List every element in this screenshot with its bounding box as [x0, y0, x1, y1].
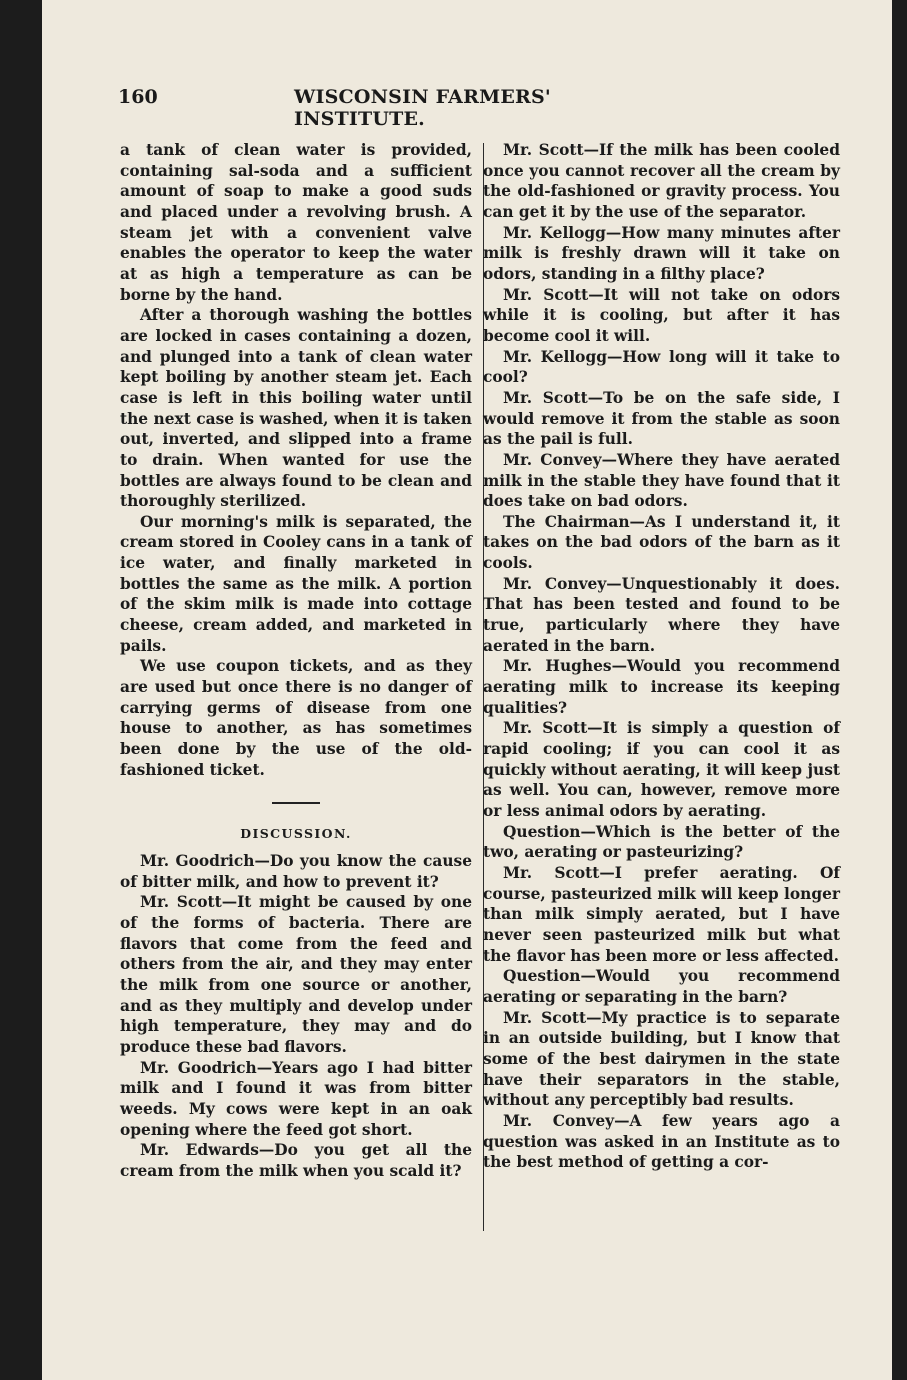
- paragraph: Mr. Scott—It will not take on odors while it is cooling, but after it has become cool it will.: [483, 285, 840, 345]
- paragraph: Mr. Hughes—Would you recommend aerating milk to increase its keeping qualities?: [483, 657, 840, 717]
- paragraph: Question—Would you recommend aerating or separating in the barn?: [483, 967, 840, 1006]
- paragraph: Our morning's milk is separated, the cream stored in Cooley cans in a tank of ice water, and finally marketed in bottles the same as the milk. A portion of the skim milk is made into cottage cheese, cream added, and marketed in pails.: [120, 512, 472, 655]
- paragraph: Mr. Kellogg—How many minutes after milk is freshly drawn will it take on odors, standing in a filthy place?: [483, 223, 840, 283]
- paragraph: The Chairman—As I understand it, it takes on the bad odors of the barn as it cools.: [483, 512, 840, 573]
- paragraph: Mr. Edwards—Do you get all the cream from the milk when you scald it?: [120, 1141, 472, 1180]
- paragraph: Mr. Convey—Where they have aerated milk in the stable they have found that it does take on bad odors.: [483, 450, 840, 511]
- page-header: [118, 86, 678, 130]
- paragraph: a tank of clean water is provided, containing sal-soda and a sufficient amount of soap to make a good suds and placed under a revolving brush. A steam jet with a convenient valve enables the operator to keep the water at as high a temperature as can be borne by the hand.: [120, 141, 472, 304]
- discussion-heading: DISCUSSION.: [240, 826, 352, 842]
- right-column: [483, 140, 840, 1173]
- paragraph: Mr. Scott—It might be caused by one of the forms of bacteria. There are flavors that come from the feed and others from the air, and they may enter the milk from one source or another, and as they multiply and develop under high temperature, they may and do produce these bad flavors.: [120, 893, 472, 1056]
- paragraph: Mr. Kellogg—How long will it take to cool?: [483, 347, 840, 387]
- left-column: [120, 140, 472, 1182]
- paragraph: Mr. Goodrich—Years ago I had bitter milk and I found it was from bitter weeds. My cows were kept in an oak opening where the feed got short.: [120, 1058, 472, 1139]
- page-number: 160: [118, 86, 158, 108]
- running-title: WISCONSIN FARMERS' INSTITUTE.: [294, 86, 551, 130]
- paragraph: We use coupon tickets, and as they are used but once there is no danger of carrying germs of disease from one house to another, as has sometimes been done by the use of the old-fashioned ticket.: [120, 657, 472, 779]
- paragraph: Mr. Convey—Unquestionably it does. That has been tested and found to be true, particularly where they have aerated in the barn.: [483, 574, 840, 655]
- paragraph: After a thorough washing the bottles are locked in cases containing a dozen, and plunged into a tank of clean water kept boiling by another steam jet. Each case is left in this boiling water until the next case is washed, when it is taken out, inverted, and slipped into a frame to drain. When wanted for use the bottles are always found to be clean and thoroughly sterilized.: [120, 306, 472, 511]
- section-divider: [272, 802, 320, 804]
- paragraph: Mr. Goodrich—Do you know the cause of bitter milk, and how to prevent it?: [120, 852, 472, 891]
- paragraph: Mr. Convey—A few years ago a question was asked in an Institute as to the best method of getting a cor-: [483, 1111, 840, 1172]
- paragraph: Mr. Scott—To be on the safe side, I would remove it from the stable as soon as the pail is full.: [483, 388, 840, 449]
- paragraph: Question—Which is the better of the two, aerating or pasteurizing?: [483, 822, 840, 862]
- paragraph: Mr. Scott—My practice is to separate in an outside building, but I know that some of the best dairymen in the state have their separators in the stable, without any perceptibly bad results.: [483, 1008, 840, 1110]
- paragraph: Mr. Scott—I prefer aerating. Of course, pasteurized milk will keep longer than milk simply aerated, but I have never seen pasteurized milk but what the flavor has been more or less affected.: [483, 863, 840, 965]
- paragraph: Mr. Scott—It is simply a question of rapid cooling; if you can cool it as quickly without aerating, it will keep just as well. You can, however, remove more or less animal odors by aerating.: [483, 719, 840, 820]
- paragraph: Mr. Scott—If the milk has been cooled once you cannot recover all the cream by the old-fashioned or gravity process. You can get it by the use of the separator.: [483, 141, 840, 221]
